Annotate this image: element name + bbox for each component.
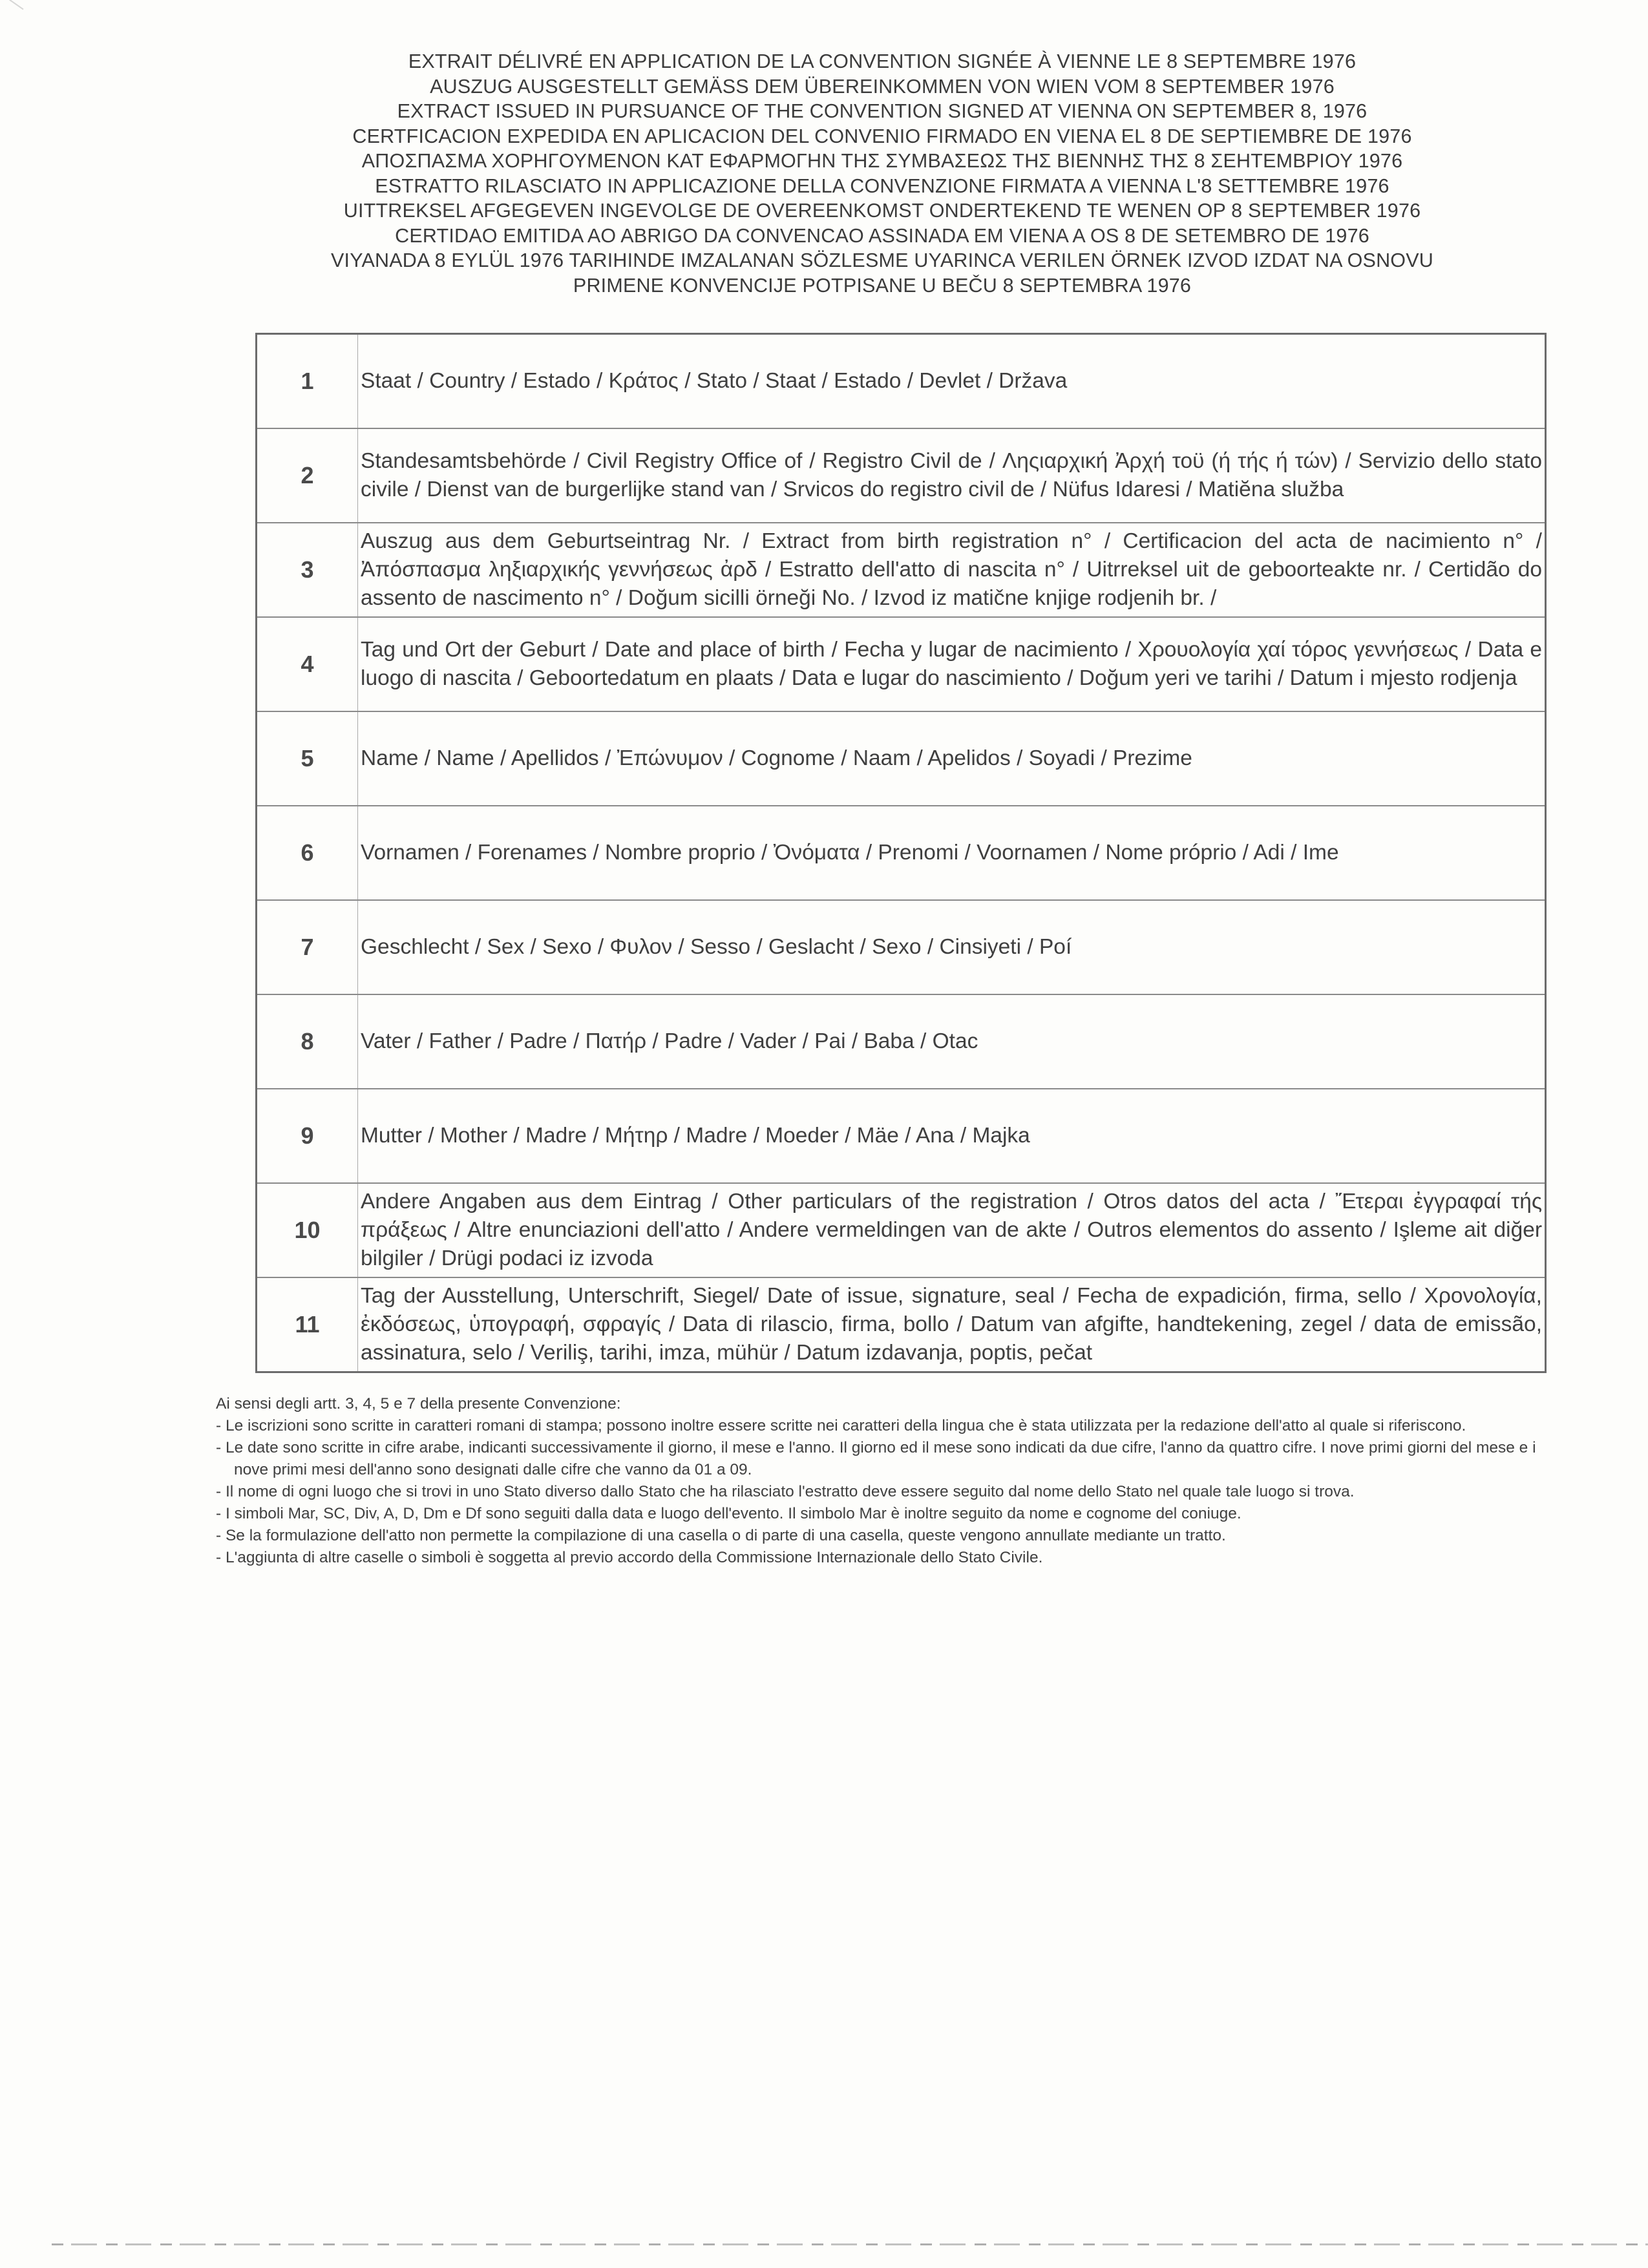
form-row-father <box>257 994 1546 1089</box>
form-row-surname <box>257 711 1546 806</box>
header-line-it: ESTRATTO RILASCIATO IN APPLICAZIONE DELLA CONVENZIONE FIRMATA A VIENNA L'8 SETTEMBRE 1976 <box>375 174 1389 197</box>
header-line-fr: EXTRAIT DÉLIVRÉ EN APPLICATION DE LA CONVENTION SIGNÉE À VIENNE LE 8 SEPTEMBRE 1976 <box>408 50 1357 72</box>
form-row-extract-number <box>257 523 1546 617</box>
row-label: Vornamen / Forenames / Nombre proprio / Ὀνόματα / Prenomi / Voornamen / Nome próprio / Adi / Ime <box>358 806 1546 900</box>
row-number: 4 <box>257 617 358 711</box>
row-label: Vater / Father / Padre / Πατήρ / Padre / Vader / Pai / Baba / Otac <box>358 994 1546 1089</box>
row-number: 3 <box>257 523 358 617</box>
row-label: Auszug aus dem Geburtseintrag Nr. / Extract from birth registration n° / Certificacion del acta de nacimiento n° / Ἀπόσπασμα ληξιαρχικής γεννήσεως ἀρδ / Estratto dell'atto di nascita n° / Uitrreksel uit de geboorteakte nr. / Certidão do assento de nascimento n° / Doğum sicilli örneği No. / Izvod iz matične knjige rodjenih br. / <box>358 523 1546 617</box>
header-line-en: EXTRACT ISSUED IN PURSUANCE OF THE CONVENTION SIGNED AT VIENNA ON SEPTEMBER 8, 1976 <box>397 100 1368 122</box>
row-label: Standesamtsbehörde / Civil Registry Office of / Registro Civil de / Ληςιαρχική Ἀρχή τοϋ (ή τής ή τών) / Servizio dello stato civile / Dienst van de burgerlijke stand van / Srvicos do registro civil de / Nüfus Idaresi / Matiĕna služba <box>358 428 1546 523</box>
form-row-birth-date-place <box>257 617 1546 711</box>
form-row-forenames <box>257 806 1546 900</box>
form-row-issue-signature <box>257 1277 1546 1372</box>
header-line-nl: UITTREKSEL AFGEGEVEN INGEVOLGE DE OVEREENKOMST ONDERTEKEND TE WENEN OP 8 SEPTEMBER 1976 <box>343 200 1421 222</box>
header-line-es: CERTFICACION EXPEDIDA EN APLICACION DEL CONVENIO FIRMADO EN VIENA EL 8 DE SEPTIEMBRE DE 1976 <box>352 125 1412 147</box>
notes-intro: Ai sensi degli artt. 3, 4, 5 e 7 della presente Convenzione: <box>216 1395 621 1412</box>
form-row-mother <box>257 1089 1546 1183</box>
header-line-pt: CERTIDAO EMITIDA AO ABRIGO DA CONVENCAO ASSINADA EM VIENA A OS 8 DE SETEMBRO DE 1976 <box>395 224 1369 247</box>
form-row-other-particulars <box>257 1183 1546 1277</box>
form-row-sex <box>257 900 1546 994</box>
row-number: 11 <box>257 1277 358 1372</box>
row-number: 6 <box>257 806 358 900</box>
scan-edge-artifact <box>52 2243 1648 2245</box>
row-label: Tag und Ort der Geburt / Date and place of birth / Fecha y lugar de nacimiento / Χρουολογία χαί τόρος γεννήσεως / Data e luogo di nascita / Geboortedatum en plaats / Data e lugar do nascimiento / Doğum yeri ve tarihi / Datum i mjesto rodjenja <box>358 617 1546 711</box>
note-item: - Le iscrizioni sono scritte in caratteri romani di stampa; possono inoltre essere scritte nei caratteri della lingua che è stata utilizzata per la redazione dell'atto al quale si riferiscono. <box>216 1417 1466 1434</box>
row-number: 8 <box>257 994 358 1089</box>
note-item: - Il nome di ogni luogo che si trovi in uno Stato diverso dallo Stato che ha rilasciato l'estratto deve essere seguito dal nome dello Stato nel quale tale luogo si trova. <box>216 1483 1355 1500</box>
note-item: - I simboli Mar, SC, Div, A, D, Dm e Df sono seguiti dalla data e luogo dell'evento. Il simbolo Mar è inoltre seguito da nome e cognome del coniuge. <box>216 1505 1241 1522</box>
note-item: - L'aggiunta di altre caselle o simboli è soggetta al previo accordo della Commissione Internazionale dello Stato Civile. <box>216 1549 1043 1566</box>
form-row-civil-registry <box>257 428 1546 523</box>
row-number: 7 <box>257 900 358 994</box>
header-line-de: AUSZUG AUSGESTELLT GEMÄSS DEM ÜBEREINKOMMEN VON WIEN VOM 8 SEPTEMBER 1976 <box>430 75 1335 98</box>
scan-corner-mark <box>1 0 23 21</box>
row-number: 1 <box>257 334 358 428</box>
row-label: Staat / Country / Estado / Κράτος / Stato / Staat / Estado / Devlet / Država <box>358 334 1546 428</box>
header-line-tr: VIYANADA 8 EYLÜL 1976 TARIHINDE IMZALANAN SÖZLESME UYARINCA VERILEN ÖRNEK IZVOD IZDAT NA OSNOVU <box>331 249 1433 271</box>
note-item: - Se la formulazione dell'atto non permette la compilazione di una casella o di parte di una casella, queste vengono annullate mediante un tratto. <box>216 1527 1226 1544</box>
row-label: Andere Angaben aus dem Eintrag / Other particulars of the registration / Otros datos del acta / Ἔτεραι ἐγγραφαί τής πράξεως / Altre enunciazioni dell'atto / Andere vermeldingen van de akte / Outros elementos do assento / Işleme ait diğer bilgiler / Drügi podaci iz izvoda <box>358 1183 1546 1277</box>
row-label: Name / Name / Apellidos / Ἐπώνυμον / Cognome / Naam / Apelidos / Soyadi / Prezime <box>358 711 1546 806</box>
header-line-sr: PRIMENE KONVENCIJE POTPISANE U BEČU 8 SEPTEMBRA 1976 <box>573 274 1192 297</box>
row-label: Geschlecht / Sex / Sexo / Φυλον / Sesso / Geslacht / Sexo / Cinsiyeti / Poí <box>358 900 1546 994</box>
document-header <box>213 49 1551 298</box>
row-label: Mutter / Mother / Madre / Μήτηρ / Madre / Moeder / Mäe / Ana / Majka <box>358 1089 1546 1183</box>
row-label: Tag der Ausstellung, Unterschrift, Siegel/ Date of issue, signature, seal / Fecha de expadición, firma, sello / Χρονολογία, ἐκδόσεως, ὑπογραφή, σφραγίς / Data di rilascio, firma, bollo / Datum van afgifte, handtekening, zegel / data de emissão, assinatura, selo / Veriliş, tarihi, imza, mühür / Datum izdavanja, poptis, pečat <box>358 1277 1546 1372</box>
row-number: 9 <box>257 1089 358 1183</box>
header-line-el: ΑΠΟΣΠΑΣΜΑ ΧΟΡΗΓΟΥΜΕΝΟΝ ΚΑΤ ΕΦΑΡΜΟΓΗΝ ΤΗΣ ΣΥΜΒΑΣΕΩΣ ΤΗΣ ΒΙΕΝΝΗΣ ΤΗΣ 8 ΣΕΗΤΕΜΒΡΙΟΥ 1976 <box>361 150 1403 172</box>
form-row-country <box>257 334 1546 428</box>
note-item: - Le date sono scritte in cifre arabe, indicanti successivamente il giorno, il mese e l'anno. Il giorno ed il mese sono indicati da due cifre, l'anno da quattro cifre. I nove primi giorni del mese e i nove primi mesi dell'anno sono designati dalle cifre che vanno da 01 a 09. <box>216 1439 1536 1478</box>
row-number: 5 <box>257 711 358 806</box>
row-number: 10 <box>257 1183 358 1277</box>
row-number: 2 <box>257 428 358 523</box>
birth-extract-form-table <box>255 333 1547 1373</box>
convention-notes <box>216 1393 1541 1569</box>
